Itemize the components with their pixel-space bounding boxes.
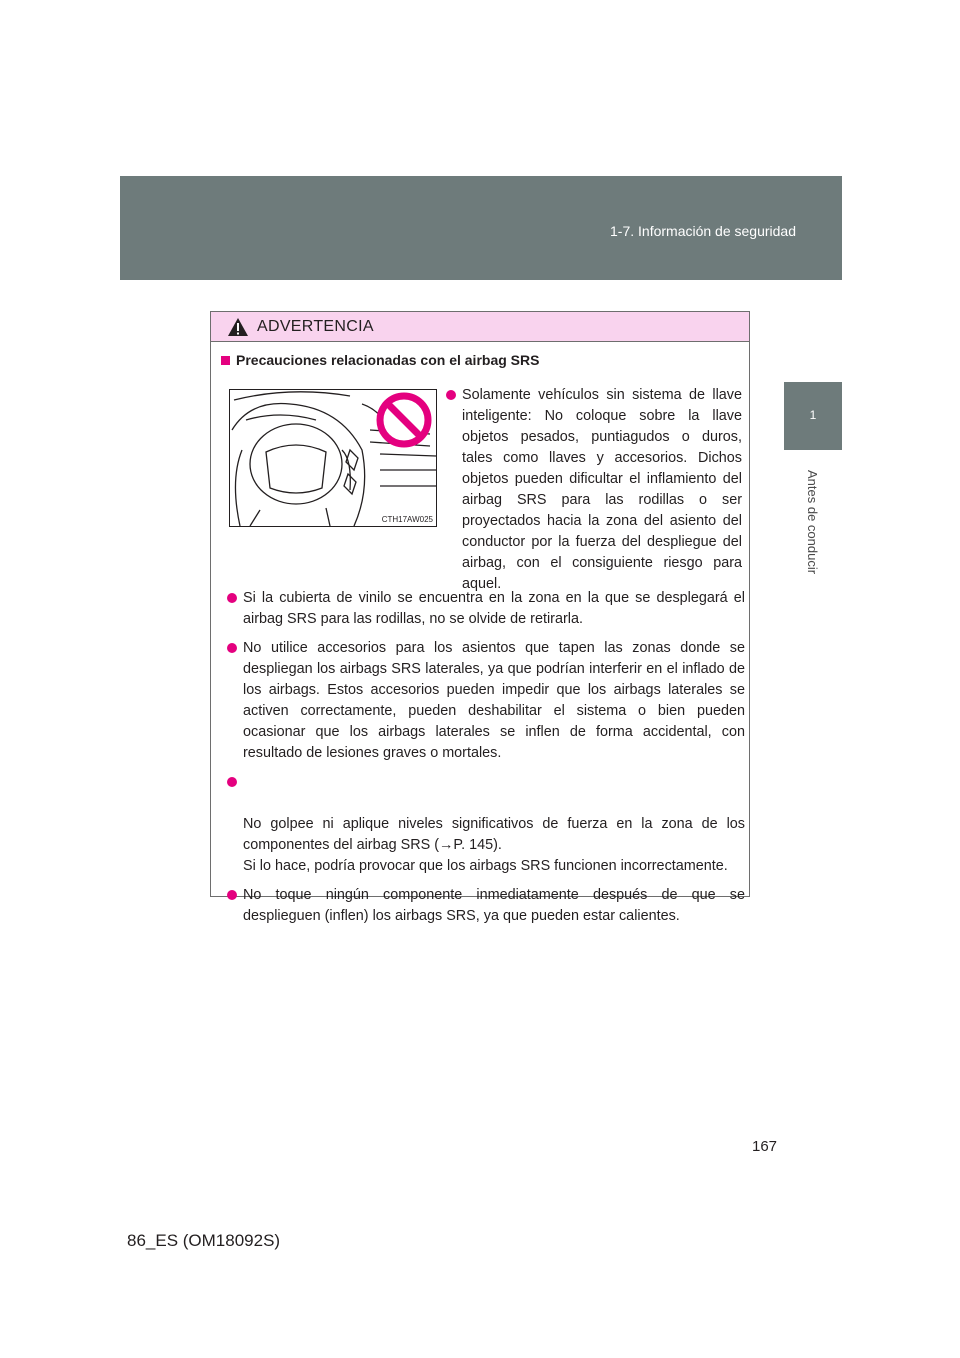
section-header: 1-7. Información de seguridad xyxy=(610,223,796,239)
bullet-dot-icon xyxy=(446,390,456,400)
page-number: 167 xyxy=(752,1138,778,1155)
list-item: No utilice accesorios para los asientos que tapen las zonas donde se despliegan los airbags SRS laterales, ya que podrían interferir en el inflado de los airbags. Estos accesorios pueden impedir que los airbags laterales se activen correctamente, pueden deshabilitar el sistema o bien pueden ocasionar que los airbags laterales se inflen de forma accidental, con resultado de lesiones graves o mortales. xyxy=(225,638,745,764)
bullet-list-top xyxy=(444,385,742,603)
prohibition-icon xyxy=(380,396,428,444)
document-code: 86_ES (OM18092S) xyxy=(127,1231,281,1250)
warning-box xyxy=(210,311,750,924)
bullet-dot-icon xyxy=(227,890,237,900)
bullet-dot-icon xyxy=(227,643,237,653)
warning-header xyxy=(211,312,749,342)
list-item: Si la cubierta de vinilo se encuentra en la zona en la que se desplegará el airbag SRS para las rodillas, no se olvide de retirarla. xyxy=(225,588,745,630)
section-title: Precauciones relacionadas con el airbag SRS xyxy=(221,352,539,368)
list-item: Solamente vehículos sin sistema de llave inteligente: No coloque sobre la llave objetos pesados, puntiagudos o duros, tales como llaves y accesorios. Dichos objetos pueden dificultar el inflamiento del airbag SRS para las rodillas o ser proyectados hacia la zona del asiento del conductor por la fuerza del despliegue del airbag, con el consiguiente riesgo para aquel. xyxy=(444,385,742,595)
bullet-dot-icon xyxy=(227,777,237,787)
steering-wheel-icon xyxy=(230,390,436,526)
warning-triangle-icon xyxy=(227,317,249,337)
list-item: No toque ningún componente inmediatamente después de que se desplieguen (inflen) los airbags SRS, ya que pueden estar calientes. xyxy=(225,885,745,927)
bullet-list xyxy=(225,588,745,935)
bullet-dot-icon xyxy=(227,593,237,603)
chapter-label: Antes de conducir xyxy=(805,470,820,575)
list-item: No golpee ni aplique niveles significativos de fuerza en la zona de los componentes del airbag SRS (→P. 145). Si lo hace, podría provocar que los airbags SRS funcionen incorrectamente. xyxy=(225,772,745,877)
chapter-tab: 1 xyxy=(784,382,842,450)
square-bullet-icon xyxy=(221,356,230,365)
header-band xyxy=(120,176,842,280)
warning-title: ADVERTENCIA xyxy=(257,317,374,335)
steering-wheel-illustration xyxy=(229,389,437,527)
figure-caption: CTH17AW025 xyxy=(381,515,433,524)
